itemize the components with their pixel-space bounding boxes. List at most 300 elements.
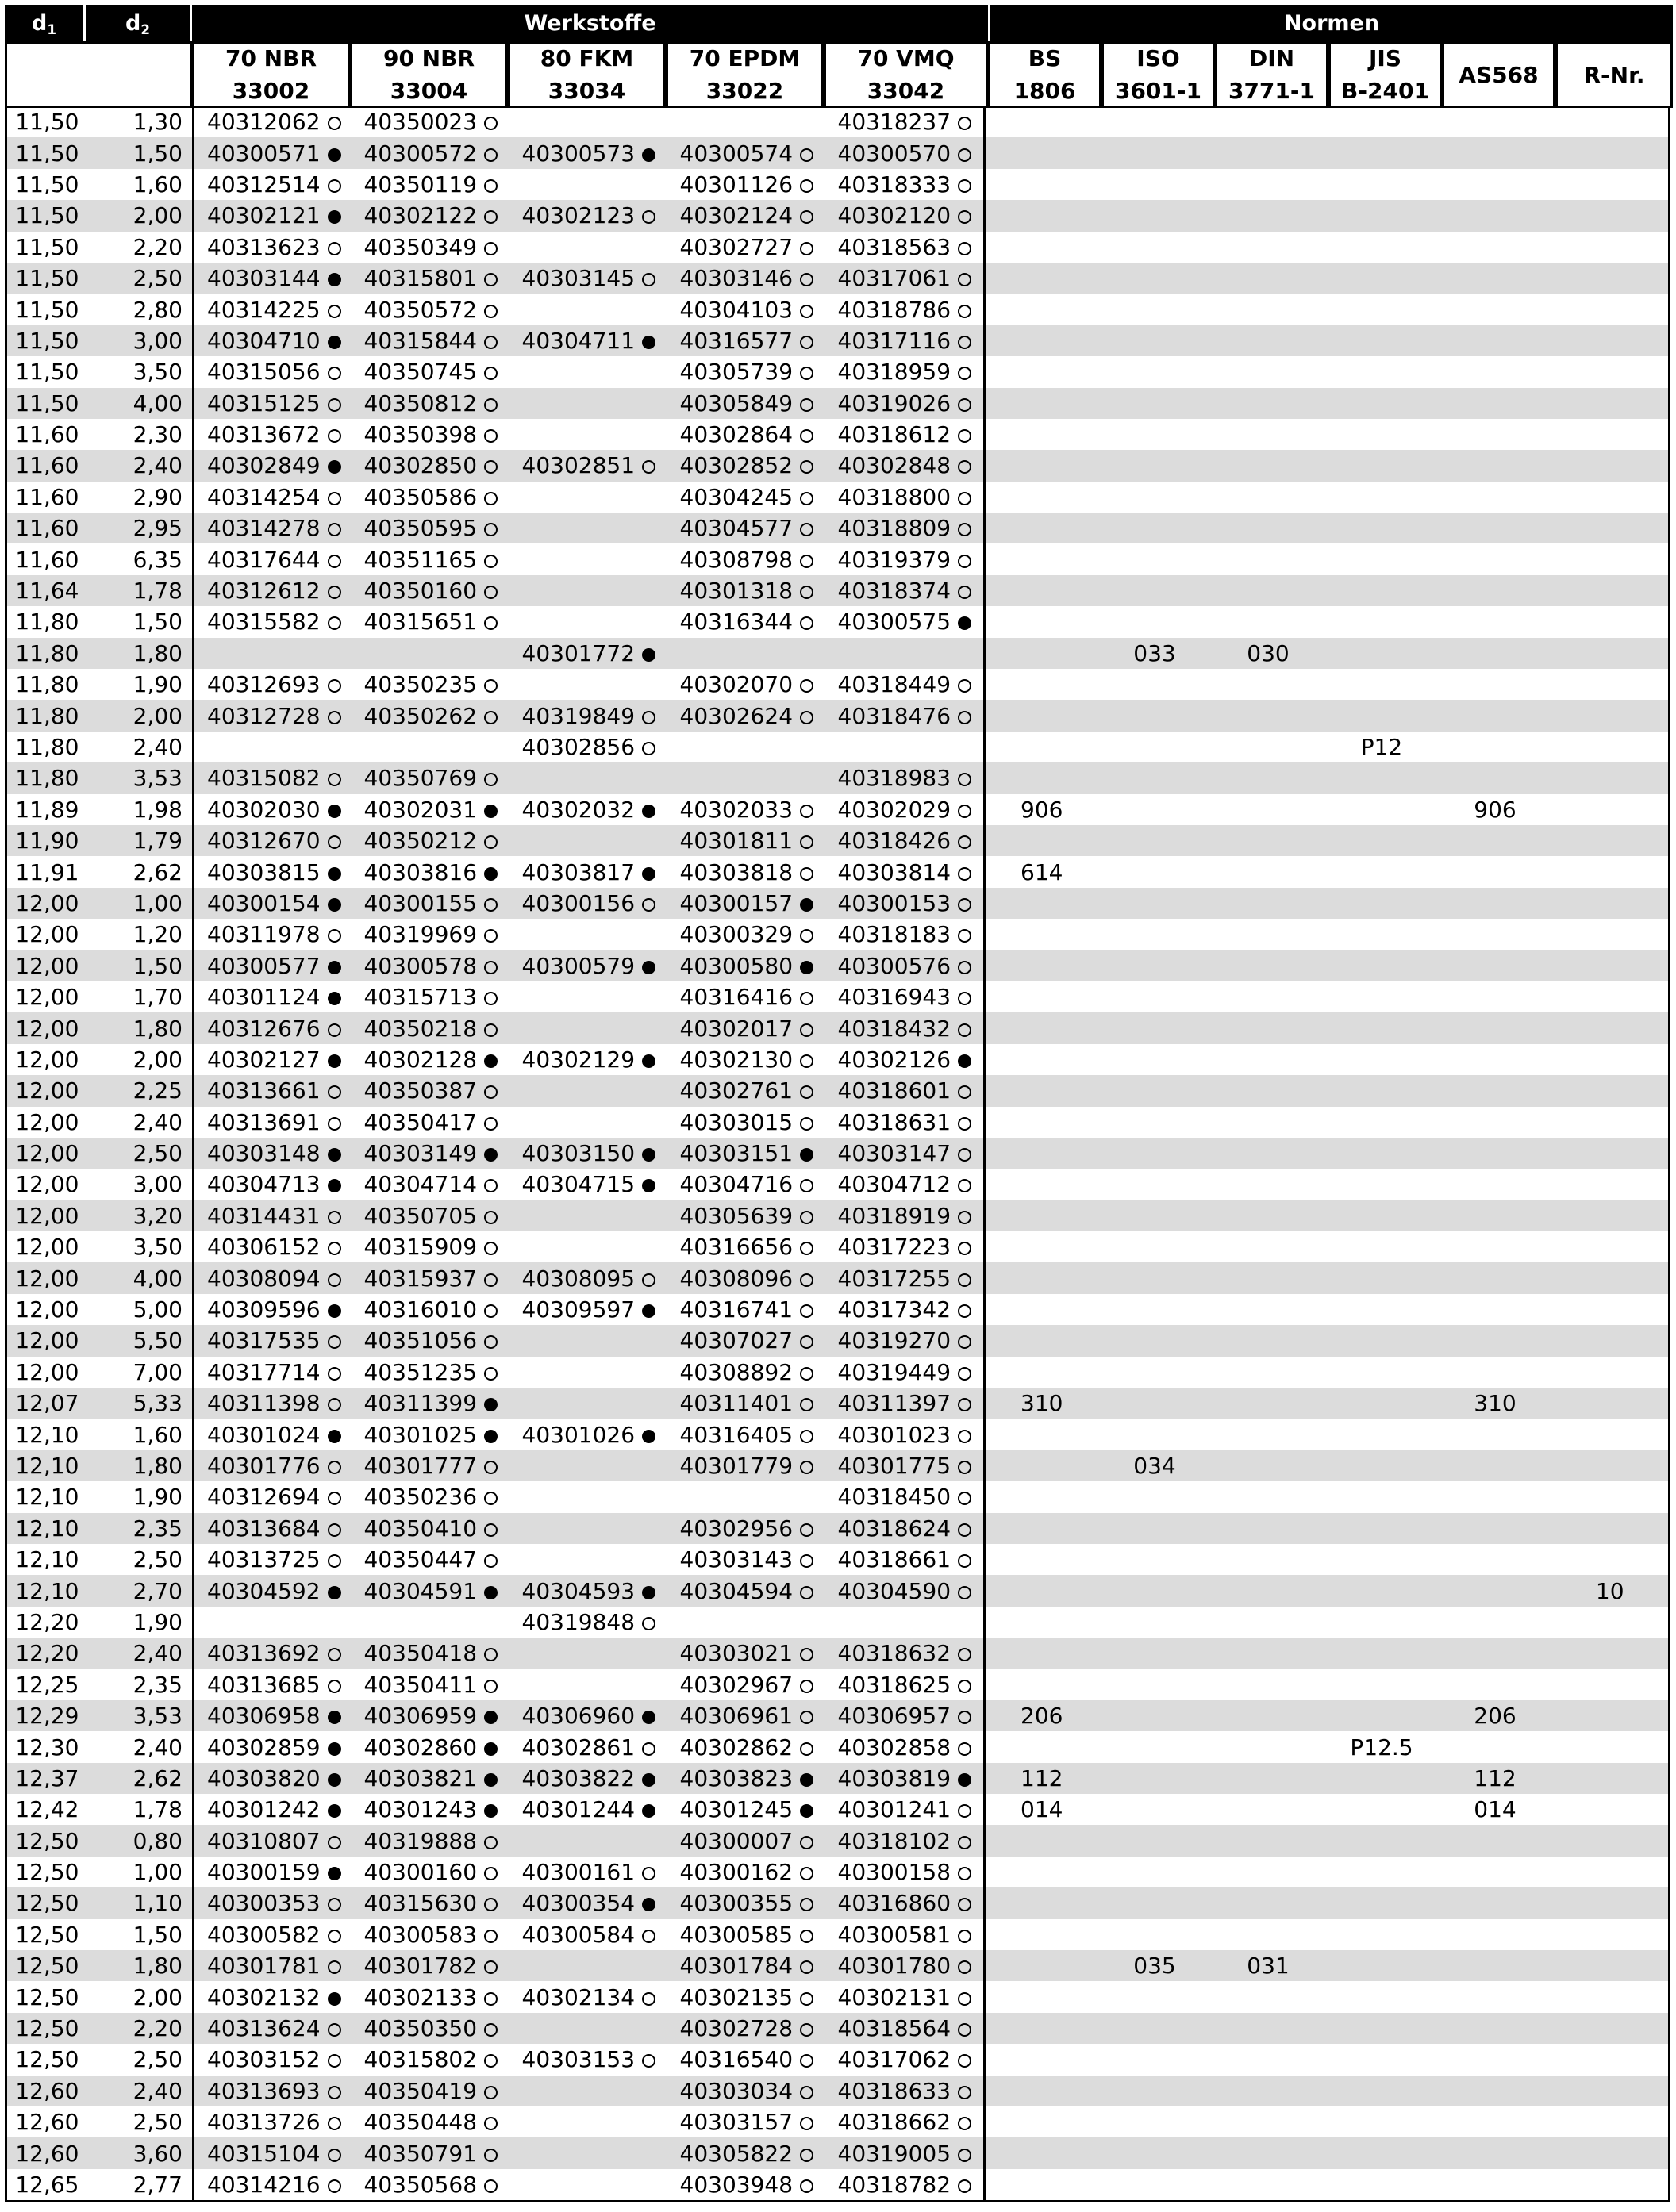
cell-standard	[1212, 356, 1325, 387]
cell-standard	[1439, 1357, 1552, 1388]
table-row	[6, 1919, 1670, 1950]
cell-article-number	[509, 825, 667, 856]
open-circle-icon	[328, 773, 341, 786]
cell-standard	[1552, 1607, 1670, 1638]
article-number: 40301242	[207, 1796, 321, 1823]
cell-standard	[1552, 669, 1670, 700]
cell-d2: 6,35	[133, 546, 183, 573]
open-circle-icon	[328, 2149, 341, 2162]
open-circle-icon	[958, 429, 971, 443]
cell-article-number	[825, 1825, 985, 1856]
open-circle-icon	[328, 1680, 341, 1693]
article-number: 40308798	[679, 546, 794, 573]
cell-article-number	[194, 856, 352, 887]
cell-article-number	[825, 1575, 985, 1606]
cell-standard	[1098, 1700, 1212, 1731]
cell-article-number	[194, 1700, 352, 1731]
filled-circle-icon	[800, 961, 813, 974]
open-circle-icon	[484, 1648, 498, 1661]
article-number: 40302029	[837, 796, 951, 823]
article-number: 40351235	[363, 1358, 478, 1385]
cell-standard	[1212, 2076, 1325, 2106]
cell-article-number	[509, 888, 667, 919]
cell-article-number	[194, 450, 352, 481]
article-number: 40305849	[679, 390, 794, 417]
cell-article-number	[352, 1919, 509, 1950]
cell-standard	[985, 1669, 1098, 1700]
cell-article-number	[352, 1294, 509, 1325]
article-number: 40319849	[521, 702, 636, 729]
article-number: 40318800	[837, 483, 951, 510]
article-number: 40319379	[837, 546, 951, 573]
cell-article-number	[509, 2137, 667, 2168]
article-number: 40313691	[207, 1108, 321, 1135]
article-number: 40312612	[207, 578, 321, 605]
cell-d1: 12,25	[6, 1669, 87, 1700]
cell-standard	[1325, 981, 1439, 1012]
article-number: 40313684	[207, 1515, 321, 1542]
cell-d1: 12,00	[6, 950, 87, 981]
article-number: 40300158	[837, 1859, 951, 1886]
cell-standard	[985, 1731, 1098, 1762]
cell-standard	[1552, 732, 1670, 762]
cell-article-number	[352, 1200, 509, 1231]
cell-article-number	[194, 1981, 352, 2012]
open-circle-icon	[328, 586, 341, 599]
cell-article-number	[194, 919, 352, 950]
material-name: 70 VMQ	[857, 45, 955, 71]
cell-article-number	[509, 169, 667, 200]
article-number: 40303157	[679, 2109, 794, 2136]
open-circle-icon	[328, 1648, 341, 1661]
article-number: 40300162	[679, 1859, 794, 1886]
article-number: 40301024	[207, 1421, 321, 1448]
cell-standard	[1212, 732, 1325, 762]
cell-standard	[1552, 2044, 1670, 2075]
cell-standard	[1325, 200, 1439, 231]
standard-name: JIS	[1368, 45, 1401, 71]
cell-d2: 2,70	[87, 1575, 194, 1606]
cell-standard	[1098, 1138, 1212, 1169]
cell-d1: 12,00	[6, 1075, 87, 1106]
open-circle-icon	[800, 398, 813, 412]
cell-article-number	[194, 2076, 352, 2106]
table-row	[6, 981, 1670, 1012]
article-number: 40300584	[521, 1921, 636, 1948]
cell-article-number	[194, 1544, 352, 1575]
open-circle-icon	[958, 1242, 971, 1255]
cell-article-number	[352, 513, 509, 543]
cell-standard	[1439, 856, 1552, 887]
cell-standard	[1098, 1981, 1212, 2012]
cell-d2: 1,30	[133, 109, 183, 136]
open-circle-icon	[484, 1304, 498, 1318]
open-circle-icon	[800, 1742, 813, 1756]
filled-circle-icon	[328, 1867, 341, 1880]
cell-d2: 2,50	[87, 1138, 194, 1169]
cell-article-number	[825, 294, 985, 325]
cell-d1: 12,50	[6, 2013, 87, 2044]
cell-standard	[985, 1450, 1098, 1481]
cell-article-number	[509, 1419, 667, 1450]
cell-standard	[1439, 981, 1552, 1012]
cell-standard	[1325, 294, 1439, 325]
article-number: 40300572	[363, 140, 478, 167]
cell-standard	[985, 669, 1098, 700]
cell-d2: 2,00	[87, 200, 194, 231]
cell-article-number	[667, 1544, 825, 1575]
cell-standard	[1098, 606, 1212, 637]
table-row	[6, 543, 1670, 574]
cell-standard	[1439, 232, 1552, 263]
article-number: 40300154	[207, 889, 321, 916]
cell-article-number	[667, 1950, 825, 1981]
cell-article-number	[509, 1731, 667, 1762]
filled-circle-icon	[800, 898, 813, 912]
open-circle-icon	[958, 555, 971, 568]
filled-circle-icon	[642, 1304, 655, 1318]
cell-article-number	[352, 200, 509, 231]
open-circle-icon	[328, 616, 341, 630]
cell-standard	[1098, 232, 1212, 263]
cell-standard	[1212, 1763, 1325, 1794]
open-circle-icon	[958, 1117, 971, 1131]
cell-d1: 12,10	[6, 1575, 87, 1606]
article-number: 40307027	[679, 1327, 794, 1354]
cell-standard	[1439, 388, 1552, 419]
table-row	[6, 1981, 1670, 2012]
article-number: 40304715	[521, 1171, 636, 1198]
cell-standard	[1439, 762, 1552, 793]
open-circle-icon	[800, 992, 813, 1005]
open-circle-icon	[800, 242, 813, 255]
article-number: 40318450	[837, 1484, 951, 1511]
cell-article-number	[194, 1950, 352, 1981]
article-number: 40318631	[837, 1108, 951, 1135]
table-row	[6, 1700, 1670, 1731]
article-number: 40301023	[837, 1421, 951, 1448]
open-circle-icon	[800, 1054, 813, 1068]
cell-standard	[1098, 700, 1212, 731]
cell-standard	[1212, 2169, 1325, 2202]
cell-standard	[1325, 919, 1439, 950]
article-number: 40303150	[521, 1140, 636, 1167]
cell-standard	[1212, 888, 1325, 919]
cell-article-number	[352, 669, 509, 700]
cell-standard	[1212, 794, 1325, 825]
article-number: 40302032	[521, 796, 636, 823]
cell-standard	[1439, 2137, 1552, 2168]
table-row	[6, 1763, 1670, 1794]
article-number: 40300583	[363, 1921, 478, 1948]
cell-standard	[1552, 294, 1670, 325]
cell-article-number	[667, 2106, 825, 2137]
cell-standard	[985, 1169, 1098, 1200]
cell-standard	[1552, 1513, 1670, 1544]
cell-d1: 11,80	[6, 732, 87, 762]
open-circle-icon	[328, 398, 341, 412]
open-circle-icon	[800, 1461, 813, 1474]
article-number: 40302131	[837, 1984, 951, 2010]
cell-article-number	[825, 356, 985, 387]
cell-article-number	[825, 1731, 985, 1762]
open-circle-icon	[800, 867, 813, 881]
open-circle-icon	[958, 2179, 971, 2193]
cell-standard: 906	[985, 794, 1098, 825]
filled-circle-icon	[642, 1054, 655, 1068]
open-circle-icon	[484, 1992, 498, 2006]
filled-circle-icon	[642, 1773, 655, 1787]
cell-standard	[1552, 888, 1670, 919]
article-number: 40313624	[207, 2015, 321, 2042]
filled-circle-icon	[642, 336, 655, 349]
cell-standard	[1212, 1231, 1325, 1262]
open-circle-icon	[328, 1211, 341, 1224]
article-number: 40300157	[679, 889, 794, 916]
open-circle-icon	[800, 1242, 813, 1255]
cell-d2: 3,20	[87, 1200, 194, 1231]
cell-standard	[1212, 950, 1325, 981]
cell-d2: 2,50	[133, 2109, 183, 2136]
filled-circle-icon	[484, 1398, 498, 1411]
article-number: 40302132	[207, 1984, 321, 2010]
cell-standard	[1325, 1325, 1439, 1356]
cell-article-number	[509, 1262, 667, 1293]
cell-d1: 12,50	[6, 1825, 87, 1856]
article-number: 40302956	[679, 1515, 794, 1542]
cell-article-number	[825, 1262, 985, 1293]
cell-article-number	[194, 1825, 352, 1856]
cell-standard	[1439, 1544, 1552, 1575]
cell-standard	[1439, 1262, 1552, 1293]
table-row	[6, 1669, 1670, 1700]
cell-article-number	[667, 388, 825, 419]
article-number: 40302856	[521, 734, 636, 760]
open-circle-icon	[958, 867, 971, 881]
cell-article-number	[825, 950, 985, 981]
open-circle-icon	[800, 1711, 813, 1724]
article-number: 40313725	[207, 1546, 321, 1573]
cell-standard: 206	[1439, 1700, 1552, 1731]
article-number: 40318809	[837, 515, 951, 542]
cell-standard	[1098, 1481, 1212, 1512]
cell-article-number	[352, 1012, 509, 1043]
open-circle-icon	[484, 1492, 498, 1505]
cell-standard	[1325, 1700, 1439, 1731]
cell-d2: 1,50	[87, 137, 194, 168]
article-number: 40312676	[207, 1015, 321, 1042]
cell-d1: 11,60	[6, 543, 87, 574]
cell-d2: 2,95	[87, 513, 194, 543]
cell-article-number	[825, 1450, 985, 1481]
open-circle-icon	[328, 929, 341, 943]
cell-standard	[985, 888, 1098, 919]
d2-label: $d_2$	[125, 10, 150, 38]
cell-article-number	[667, 606, 825, 637]
article-number: 40315937	[363, 1265, 478, 1292]
article-number: 40313685	[207, 1671, 321, 1698]
cell-article-number	[352, 2106, 509, 2137]
filled-circle-icon	[328, 1148, 341, 1162]
cell-article-number	[825, 1169, 985, 1200]
article-number: 40306959	[363, 1703, 478, 1730]
cell-article-number	[352, 1887, 509, 1918]
cell-standard	[1325, 356, 1439, 387]
article-number: 40303146	[679, 265, 794, 292]
cell-standard	[1325, 575, 1439, 606]
cell-article-number	[194, 263, 352, 294]
open-circle-icon	[484, 523, 498, 536]
cell-standard	[1098, 2013, 1212, 2044]
article-number: 40350411	[363, 1671, 478, 1698]
cell-article-number	[667, 2137, 825, 2168]
cell-standard	[1552, 1919, 1670, 1950]
cell-standard	[1098, 1012, 1212, 1043]
open-circle-icon	[328, 1085, 341, 1099]
open-circle-icon	[958, 835, 971, 849]
cell-standard	[1212, 981, 1325, 1012]
open-circle-icon	[328, 2054, 341, 2068]
open-circle-icon	[328, 2086, 341, 2099]
cell-d1: 12,00	[6, 888, 87, 919]
cell-standard	[1098, 1107, 1212, 1138]
article-number: 40313661	[207, 1077, 321, 1104]
cell-standard	[1439, 1607, 1552, 1638]
cell-article-number	[194, 232, 352, 263]
cell-article-number	[352, 1419, 509, 1450]
cell-standard	[1098, 732, 1212, 762]
d-header-blank	[5, 41, 192, 108]
cell-standard	[1439, 137, 1552, 168]
cell-standard	[1212, 169, 1325, 200]
table-row	[6, 1200, 1670, 1231]
cell-standard	[1552, 137, 1670, 168]
cell-article-number	[509, 356, 667, 387]
open-circle-icon	[800, 1398, 813, 1411]
article-number: 40308892	[679, 1358, 794, 1385]
open-circle-icon	[484, 961, 498, 974]
cell-standard: 112	[985, 1763, 1098, 1794]
article-number: 40304711	[521, 327, 636, 354]
open-circle-icon	[484, 117, 498, 130]
open-circle-icon	[484, 1867, 498, 1880]
cell-standard	[1439, 1857, 1552, 1887]
cell-standard	[1552, 1419, 1670, 1450]
article-number: 40302859	[207, 1734, 321, 1761]
cell-standard	[1325, 263, 1439, 294]
cell-article-number	[825, 1513, 985, 1544]
cell-article-number	[194, 137, 352, 168]
cell-standard	[1212, 1419, 1325, 1450]
cell-standard	[1552, 1294, 1670, 1325]
cell-standard	[1325, 700, 1439, 731]
cell-standard	[1552, 919, 1670, 950]
standard-name: BS	[1028, 45, 1062, 71]
table-row	[6, 638, 1670, 669]
cell-standard	[1439, 2076, 1552, 2106]
cell-article-number	[352, 356, 509, 387]
cell-article-number	[352, 1607, 509, 1638]
cell-standard	[1325, 543, 1439, 574]
table-row	[6, 137, 1670, 168]
article-number: 40317535	[207, 1327, 321, 1354]
material-header-2	[508, 41, 666, 108]
cell-article-number	[509, 1669, 667, 1700]
article-number: 40319005	[837, 2140, 951, 2167]
cell-article-number	[509, 638, 667, 669]
o-ring-table	[5, 106, 1670, 2202]
cell-article-number	[825, 1388, 985, 1419]
filled-circle-icon	[800, 1148, 813, 1162]
article-number: 40318625	[837, 1671, 951, 1698]
cell-article-number	[352, 1044, 509, 1075]
table-row	[6, 1513, 1670, 1544]
cell-standard	[1098, 1887, 1212, 1918]
cell-article-number	[825, 1544, 985, 1575]
cell-article-number	[825, 450, 985, 481]
cell-article-number	[667, 482, 825, 513]
cell-standard	[1439, 950, 1552, 981]
cell-standard	[985, 450, 1098, 481]
cell-article-number	[194, 762, 352, 793]
cell-standard	[1439, 482, 1552, 513]
open-circle-icon	[484, 179, 498, 193]
cell-standard	[985, 1294, 1098, 1325]
cell-d1: 11,60	[6, 513, 87, 543]
open-circle-icon	[800, 1586, 813, 1599]
cell-article-number	[509, 1638, 667, 1669]
cell-d1: 11,60	[6, 482, 87, 513]
open-circle-icon	[642, 742, 655, 755]
cell-article-number	[667, 1607, 825, 1638]
article-number: 40302133	[363, 1984, 478, 2010]
cell-standard	[985, 2137, 1098, 2168]
cell-standard	[1212, 1513, 1325, 1544]
article-number: 40350398	[363, 421, 478, 448]
cell-standard	[1098, 2169, 1212, 2202]
cell-standard	[1439, 169, 1552, 200]
cell-article-number	[194, 2013, 352, 2044]
article-number: 40318237	[837, 109, 951, 136]
article-number: 40312514	[207, 171, 321, 198]
cell-standard	[1439, 1107, 1552, 1138]
cell-article-number	[194, 1138, 352, 1169]
cell-standard	[1325, 2106, 1439, 2137]
cell-article-number	[509, 2106, 667, 2137]
table-row	[6, 2137, 1670, 2168]
cell-article-number	[194, 1200, 352, 1231]
open-circle-icon	[958, 242, 971, 255]
cell-article-number	[509, 2044, 667, 2075]
cell-article-number	[352, 232, 509, 263]
cell-article-number	[194, 294, 352, 325]
filled-circle-icon	[642, 1898, 655, 1911]
cell-article-number	[667, 325, 825, 356]
cell-article-number	[352, 575, 509, 606]
cell-standard	[1439, 294, 1552, 325]
open-circle-icon	[800, 148, 813, 162]
cell-d1: 12,00	[6, 1044, 87, 1075]
standard-name: DIN	[1248, 45, 1295, 71]
table-row	[6, 419, 1670, 450]
open-circle-icon	[328, 1242, 341, 1255]
cell-standard	[985, 1544, 1098, 1575]
article-number: 40305822	[679, 2140, 794, 2167]
article-number: 40314431	[207, 1202, 321, 1229]
open-circle-icon	[642, 1742, 655, 1756]
cell-standard	[1552, 388, 1670, 419]
article-number: 40314254	[207, 483, 321, 510]
